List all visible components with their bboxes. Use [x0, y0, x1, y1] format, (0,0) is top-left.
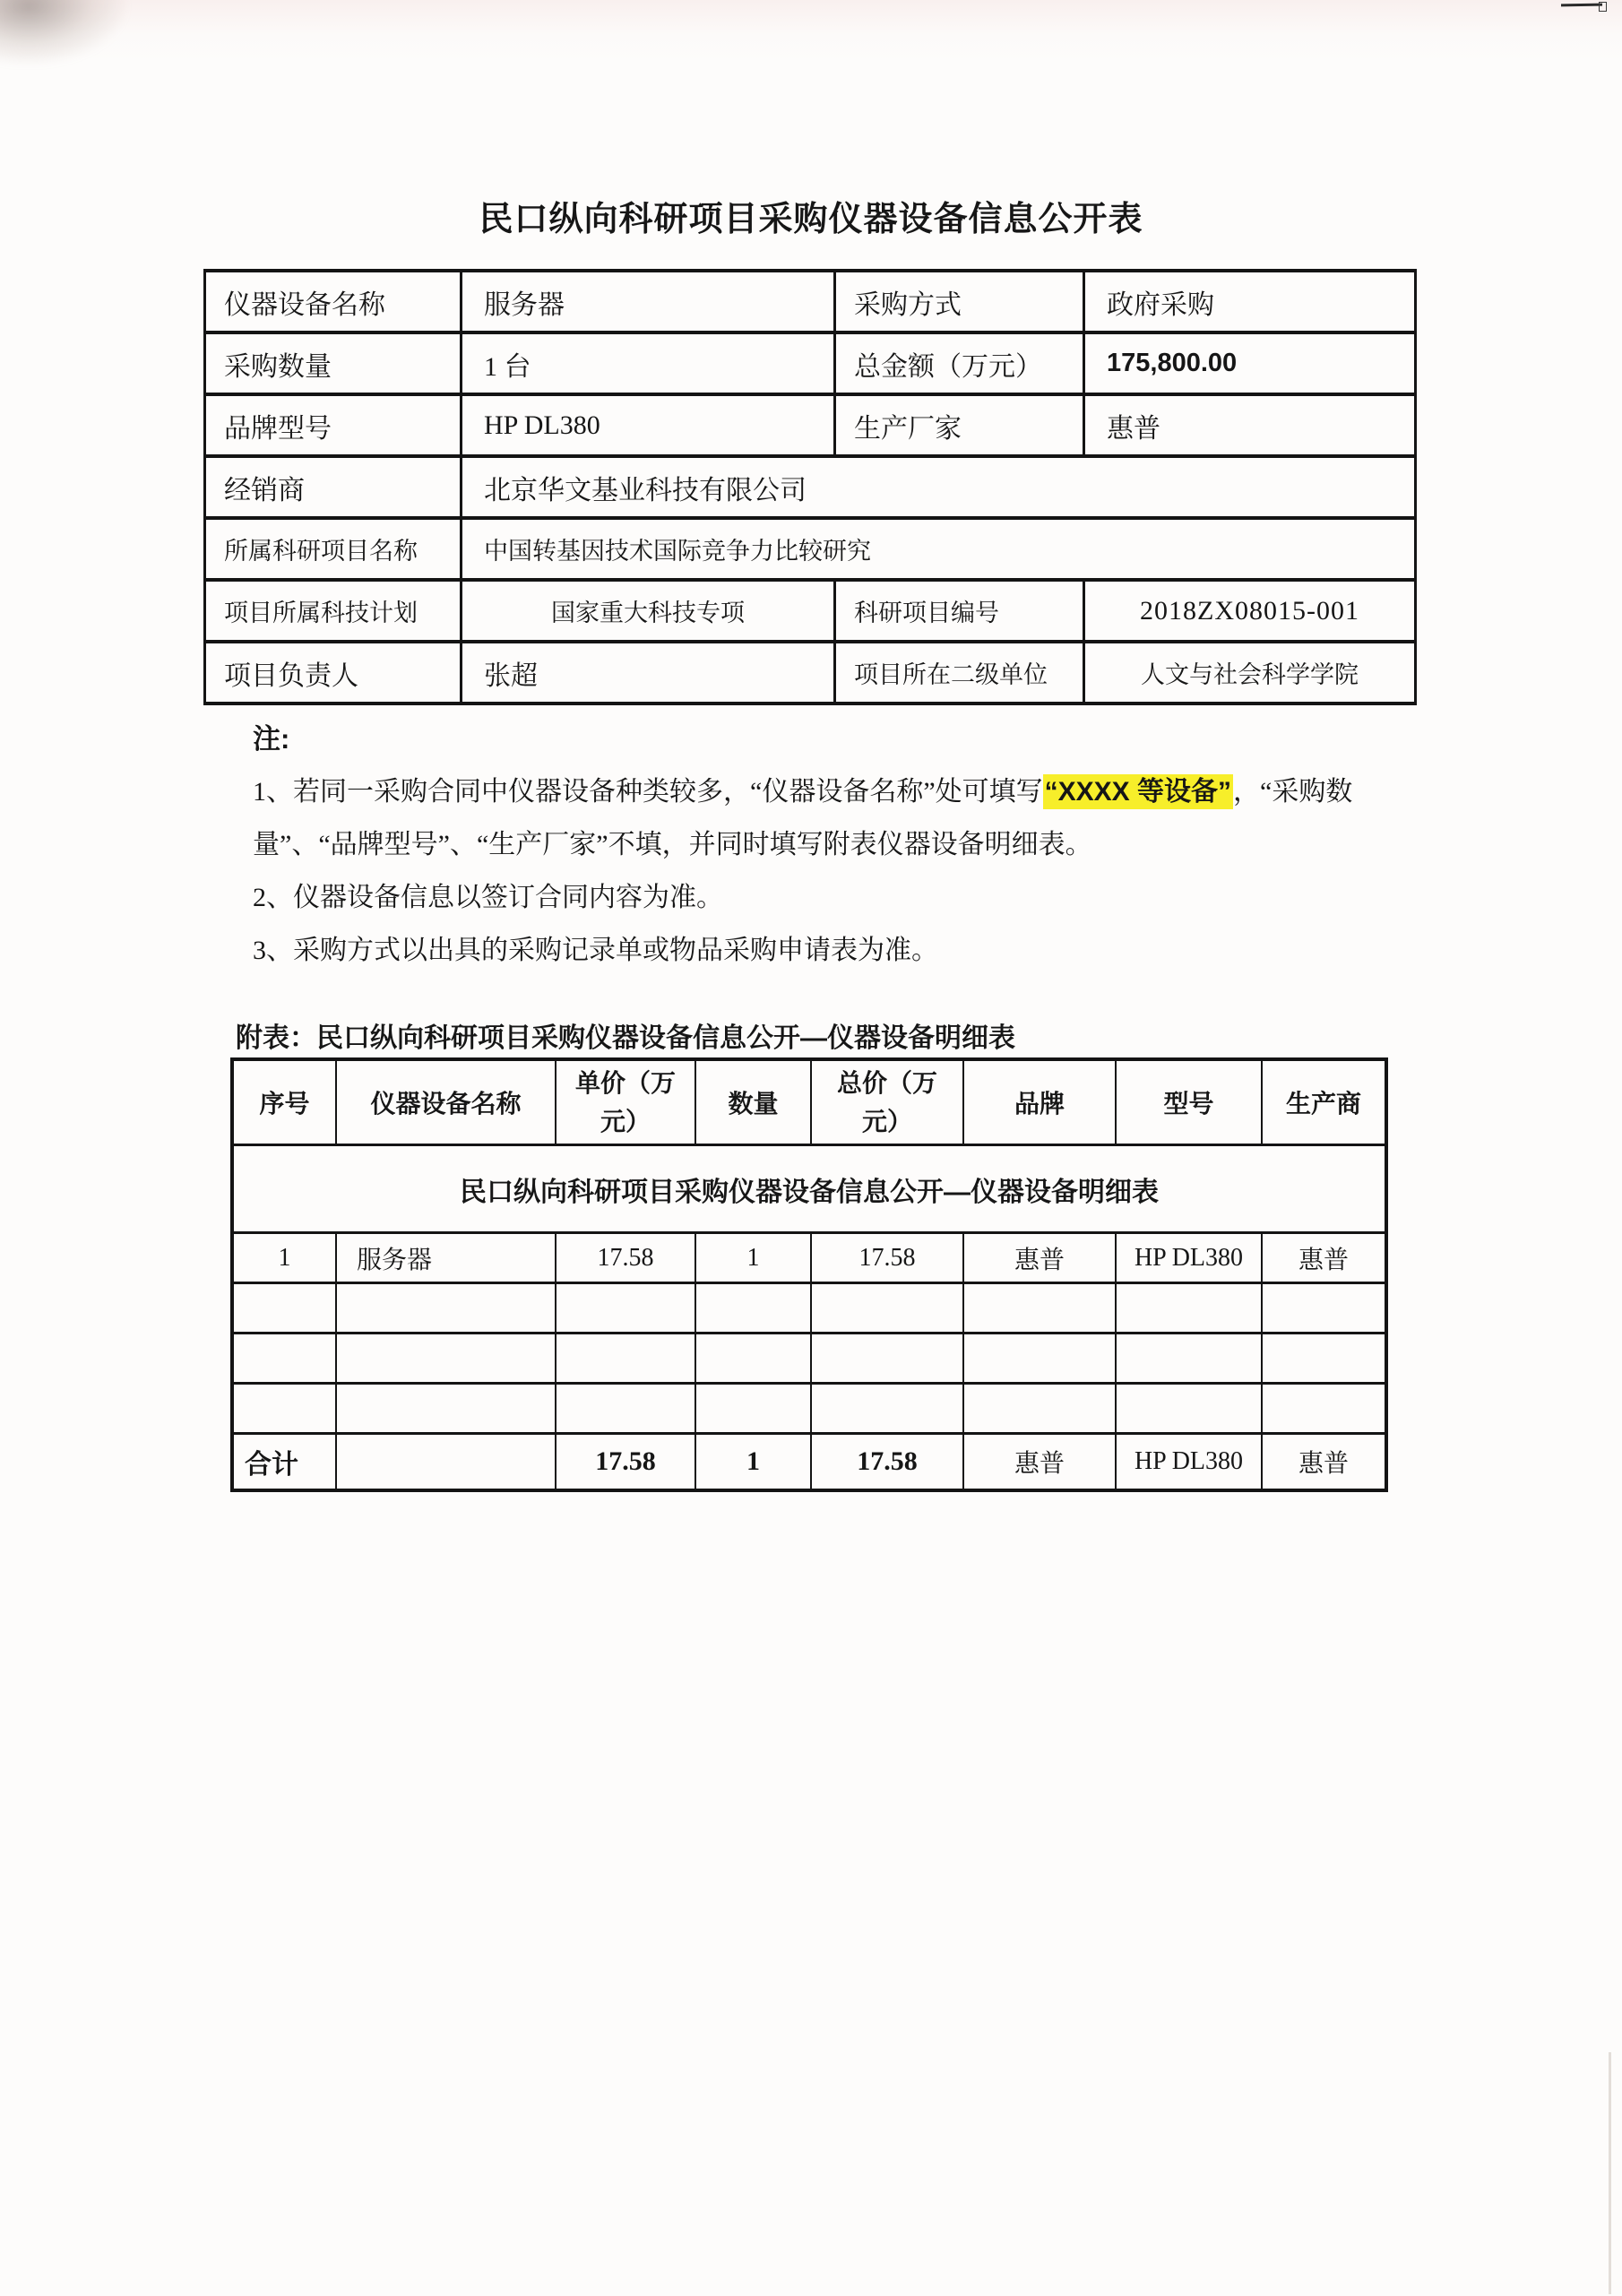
empty-cell: [556, 1384, 695, 1434]
field-label: 项目负责人: [205, 642, 462, 703]
empty-cell: [695, 1283, 811, 1334]
table-row: [205, 642, 1416, 703]
scan-noise-band: [0, 0, 1622, 63]
field-value: 惠普: [1084, 394, 1416, 456]
column-header-text: 总价（万元）: [836, 1068, 937, 1135]
detail-empty-row: [232, 1384, 1386, 1434]
field-value: 中国转基因技术国际竞争力比较研究: [462, 518, 1416, 580]
note-1-text: 1、若同一采购合同中仪器设备种类较多，“仪器设备名称”处可填写: [253, 777, 1043, 807]
empty-cell: [963, 1384, 1116, 1434]
detail-table-title: 民口纵向科研项目采购仪器设备信息公开—仪器设备明细表: [232, 1145, 1386, 1233]
empty-cell: [336, 1334, 556, 1384]
column-header: 数量: [695, 1059, 811, 1145]
note-item-1: [253, 765, 1409, 871]
scan-mark-top-right-box: [1599, 2, 1607, 12]
field-value: 2018ZX08015-001: [1084, 580, 1416, 642]
column-header: 仪器设备名称: [336, 1059, 556, 1145]
table-row: [205, 456, 1416, 518]
field-label: 品牌型号: [205, 394, 462, 456]
column-header-text: 单价（万元）: [574, 1068, 676, 1135]
cell-model: HP DL380: [1116, 1233, 1262, 1283]
detail-header-row: [232, 1059, 1386, 1145]
note-highlight: “XXXX 等设备”: [1043, 774, 1233, 809]
cell-total-price: 17.58: [811, 1233, 963, 1283]
scan-edge-line-right: [1609, 2052, 1611, 2294]
field-label: 采购方式: [835, 271, 1084, 332]
notes-heading: 注:: [253, 723, 290, 755]
attachment-heading: 附表：民口纵向科研项目采购仪器设备信息公开—仪器设备明细表: [236, 1023, 1015, 1053]
field-label: 仪器设备名称: [205, 271, 462, 332]
cell-quantity: 1: [695, 1434, 811, 1491]
empty-cell: [556, 1283, 695, 1334]
field-label: 项目所在二级单位: [835, 642, 1084, 703]
column-header: 序号: [232, 1059, 336, 1145]
field-value: 张超: [462, 642, 835, 703]
table-row: [205, 332, 1416, 394]
empty-cell: [811, 1384, 963, 1434]
field-label: 生产厂家: [835, 394, 1084, 456]
empty-cell: [232, 1384, 336, 1434]
column-header: [811, 1059, 963, 1145]
equipment-detail-table: [230, 1057, 1388, 1492]
column-header: 型号: [1116, 1059, 1262, 1145]
note-1-text-continued: ，“采购数量”、“品牌型号”、“生产厂家”不填，并同时填写附表仪器设备明细表。: [253, 777, 1353, 859]
empty-cell: [556, 1334, 695, 1384]
empty-cell: [232, 1334, 336, 1384]
empty-cell: [232, 1283, 336, 1334]
empty-cell: [695, 1334, 811, 1384]
document-title: 民口纵向科研项目采购仪器设备信息公开表: [479, 201, 1143, 238]
empty-cell: [1116, 1334, 1262, 1384]
column-header: 品牌: [963, 1059, 1116, 1145]
field-value: 175,800.00: [1084, 332, 1416, 394]
field-label: 项目所属科技计划: [205, 580, 462, 642]
field-value: 北京华文基业科技有限公司: [462, 456, 1416, 518]
cell-brand: 惠普: [963, 1233, 1116, 1283]
empty-cell: [695, 1384, 811, 1434]
cell-model: HP DL380: [1116, 1434, 1262, 1491]
empty-cell: [1262, 1384, 1386, 1434]
cell-equipment-name: [336, 1434, 556, 1491]
field-value: 国家重大科技专项: [462, 580, 835, 642]
empty-cell: [336, 1384, 556, 1434]
table-row: [205, 394, 1416, 456]
empty-cell: [1262, 1334, 1386, 1384]
scan-smudge-top-left: [0, 0, 127, 65]
field-value: 1 台: [462, 332, 835, 394]
table-row: [205, 271, 1416, 332]
empty-cell: [336, 1283, 556, 1334]
cell-unit-price: 17.58: [556, 1434, 695, 1491]
field-label: 所属科研项目名称: [205, 518, 462, 580]
scan-mark-top-right: [1561, 4, 1602, 7]
cell-manufacturer: 惠普: [1262, 1233, 1386, 1283]
detail-empty-row: [232, 1283, 1386, 1334]
empty-cell: [963, 1283, 1116, 1334]
empty-cell: [1116, 1283, 1262, 1334]
cell-manufacturer: 惠普: [1262, 1434, 1386, 1491]
cell-equipment-name: 服务器: [336, 1233, 556, 1283]
empty-cell: [811, 1283, 963, 1334]
field-label: 采购数量: [205, 332, 462, 394]
note-item-3: 3、采购方式以出具的采购记录单或物品采购申请表为准。: [253, 936, 938, 965]
field-label: 总金额（万元）: [835, 332, 1084, 394]
cell-brand: 惠普: [963, 1434, 1116, 1491]
cell-total-price: 17.58: [811, 1434, 963, 1491]
detail-data-row: [232, 1233, 1386, 1283]
field-label: 科研项目编号: [835, 580, 1084, 642]
equipment-info-table: [203, 269, 1417, 705]
detail-title-row: [232, 1145, 1386, 1233]
empty-cell: [811, 1334, 963, 1384]
field-value: 人文与社会科学学院: [1084, 642, 1416, 703]
empty-cell: [1262, 1283, 1386, 1334]
column-header: 生产商: [1262, 1059, 1386, 1145]
empty-cell: [1116, 1384, 1262, 1434]
column-header: [556, 1059, 695, 1145]
note-item-2: 2、仪器设备信息以签订合同内容为准。: [253, 883, 723, 912]
table-row: [205, 518, 1416, 580]
detail-total-row: [232, 1434, 1386, 1491]
field-value: 服务器: [462, 271, 835, 332]
empty-cell: [963, 1334, 1116, 1384]
table-row: [205, 580, 1416, 642]
field-label: 经销商: [205, 456, 462, 518]
field-value: 政府采购: [1084, 271, 1416, 332]
detail-empty-row: [232, 1334, 1386, 1384]
cell-unit-price: 17.58: [556, 1233, 695, 1283]
cell-quantity: 1: [695, 1233, 811, 1283]
cell-seq: 1: [232, 1233, 336, 1283]
notes-section: [253, 721, 1409, 977]
cell-total-label: 合计: [232, 1434, 336, 1491]
field-value: HP DL380: [462, 394, 835, 456]
